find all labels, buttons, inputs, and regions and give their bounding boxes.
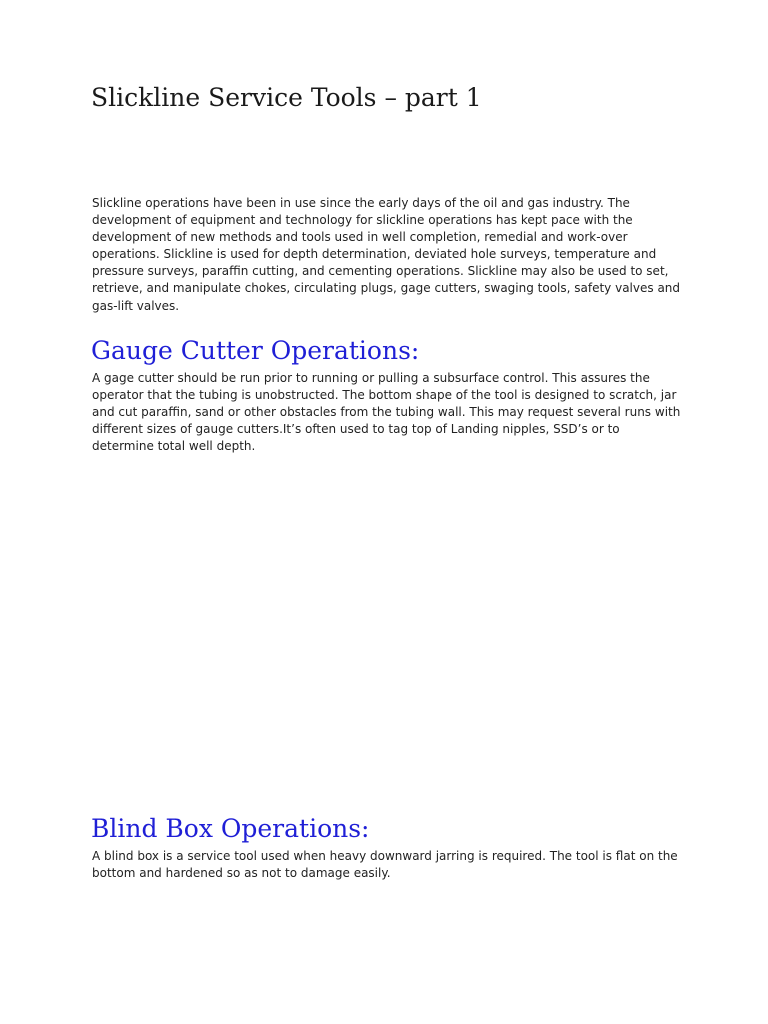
blind-box-paragraph: A blind box is a service tool used when heavy downward jarring is required. The tool is flat on the bottom and hardened so as not to damage easily. <box>92 849 678 881</box>
section-heading-gauge-cutter: Gauge Cutter Operations: <box>91 336 420 365</box>
section-heading-blind-box: Blind Box Operations: <box>91 814 370 843</box>
gauge-cutter-paragraph: A gage cutter should be run prior to running or pulling a subsurface control. This assures the operator that the tubing is unobstructed. The bottom shape of the tool is designed to scratch, jar and cut paraffin, sand or other obstacles from the tubing wall. This may request several runs with different sizes of gauge cutters.It’s often used to tag top of Landing nipples, SSD’s or to determine total well depth. <box>92 371 681 454</box>
page-title: Slickline Service Tools – part 1 <box>91 83 482 112</box>
intro-paragraph: Slickline operations have been in use since the early days of the oil and gas industry. The development of equipment and technology for slickline operations has kept pace with the development of new methods and tools used in well completion, remedial and work-over operations. Slickline is used for depth determination, deviated hole surveys, temperature and pressure surveys, paraffin cutting, and cementing operations. Slickline may also be used to set, retrieve, and manipulate chokes, circulating plugs, gage cutters, swaging tools, safety valves and gas-lift valves. <box>92 196 681 313</box>
